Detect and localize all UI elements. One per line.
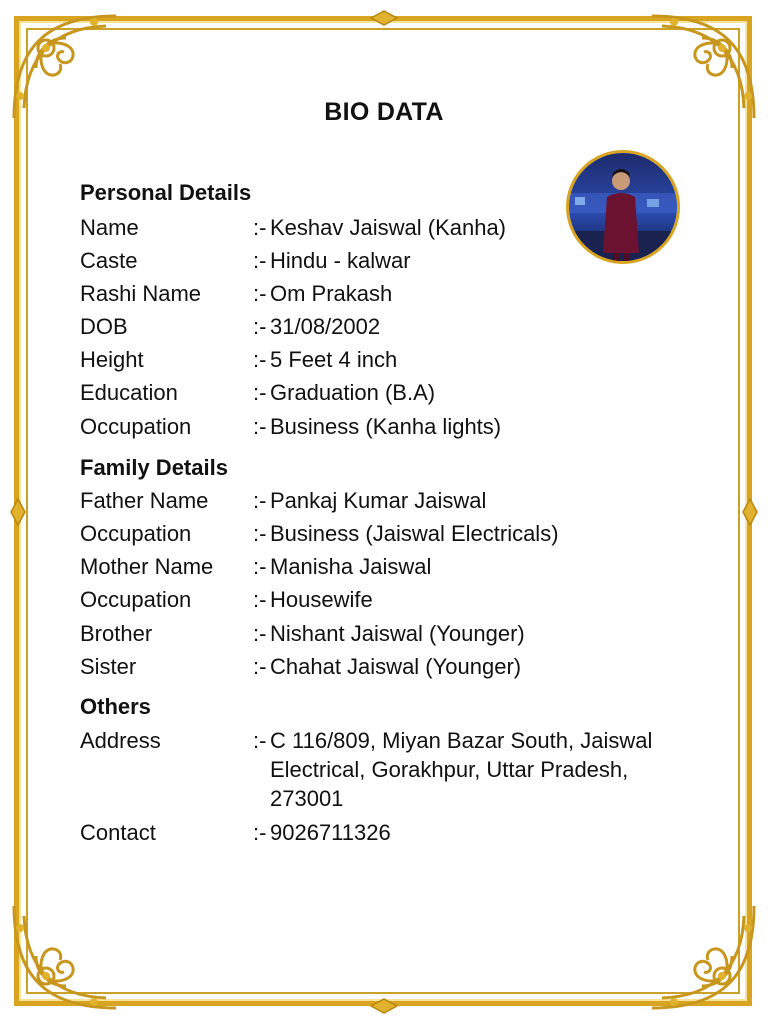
row-value: 31/08/2002 xyxy=(270,314,381,339)
row-label: Rashi Name xyxy=(80,281,202,306)
row-separator: :- xyxy=(253,414,267,439)
row-value: Hindu - kalwar xyxy=(270,248,411,273)
row-label: Address xyxy=(80,728,161,753)
row-separator: :- xyxy=(253,314,267,339)
row-value: Business (Kanha lights) xyxy=(270,414,502,439)
row-label: Occupation xyxy=(80,414,192,439)
row-label: Occupation xyxy=(80,587,192,612)
row-separator: :- xyxy=(253,215,267,240)
row-separator: :- xyxy=(253,820,267,845)
row-label: Brother xyxy=(80,621,153,646)
row-separator: :- xyxy=(253,380,267,405)
side-ornament-icon xyxy=(3,497,33,527)
row-label: Height xyxy=(80,347,144,372)
corner-ornament-icon xyxy=(642,896,762,1016)
row-value: 5 Feet 4 inch xyxy=(270,347,398,372)
bottom-ornament-icon xyxy=(369,991,399,1021)
row-value: Nishant Jaiswal (Younger) xyxy=(270,621,525,646)
row-label: DOB xyxy=(80,314,128,339)
row-label: Contact xyxy=(80,820,156,845)
page-title: BIO DATA xyxy=(324,98,444,126)
row-label: Caste xyxy=(80,248,138,273)
row-separator: :- xyxy=(253,728,267,753)
side-ornament-icon xyxy=(735,497,765,527)
row-label: Father Name xyxy=(80,488,209,513)
row-separator: :- xyxy=(253,587,267,612)
row-separator: :- xyxy=(253,281,267,306)
row-separator: :- xyxy=(253,554,267,579)
row-separator: :- xyxy=(253,488,267,513)
corner-ornament-icon xyxy=(6,896,126,1016)
row-value: Om Prakash xyxy=(270,281,393,306)
row-separator: :- xyxy=(253,248,267,273)
address-value: C 116/809, Miyan Bazar South, Jaiswal Electrical, Gorakhpur, Uttar Pradesh, 273001 xyxy=(270,728,653,811)
section-title-personal: Personal Details xyxy=(80,180,252,205)
section-title-others: Others xyxy=(80,694,151,719)
section-title-family: Family Details xyxy=(80,455,228,480)
row-separator: :- xyxy=(253,654,267,679)
person-photo-icon xyxy=(569,153,677,261)
row-label: Sister xyxy=(80,654,137,679)
row-value: Graduation (B.A) xyxy=(270,380,436,405)
row-label: Education xyxy=(80,380,178,405)
row-label: Occupation xyxy=(80,521,192,546)
top-ornament-icon xyxy=(369,3,399,33)
row-label: Name xyxy=(80,215,139,240)
row-value: Pankaj Kumar Jaiswal xyxy=(270,488,487,513)
row-value: Manisha Jaiswal xyxy=(270,554,432,579)
contact-value: 9026711326 xyxy=(270,820,391,845)
row-separator: :- xyxy=(253,347,267,372)
row-label: Mother Name xyxy=(80,554,214,579)
row-separator: :- xyxy=(253,621,267,646)
row-value: Chahat Jaiswal (Younger) xyxy=(270,654,522,679)
row-value: Keshav Jaiswal (Kanha) xyxy=(270,215,507,240)
row-value: Housewife xyxy=(270,587,373,612)
row-separator: :- xyxy=(253,521,267,546)
row-value: Business (Jaiswal Electricals) xyxy=(270,521,559,546)
